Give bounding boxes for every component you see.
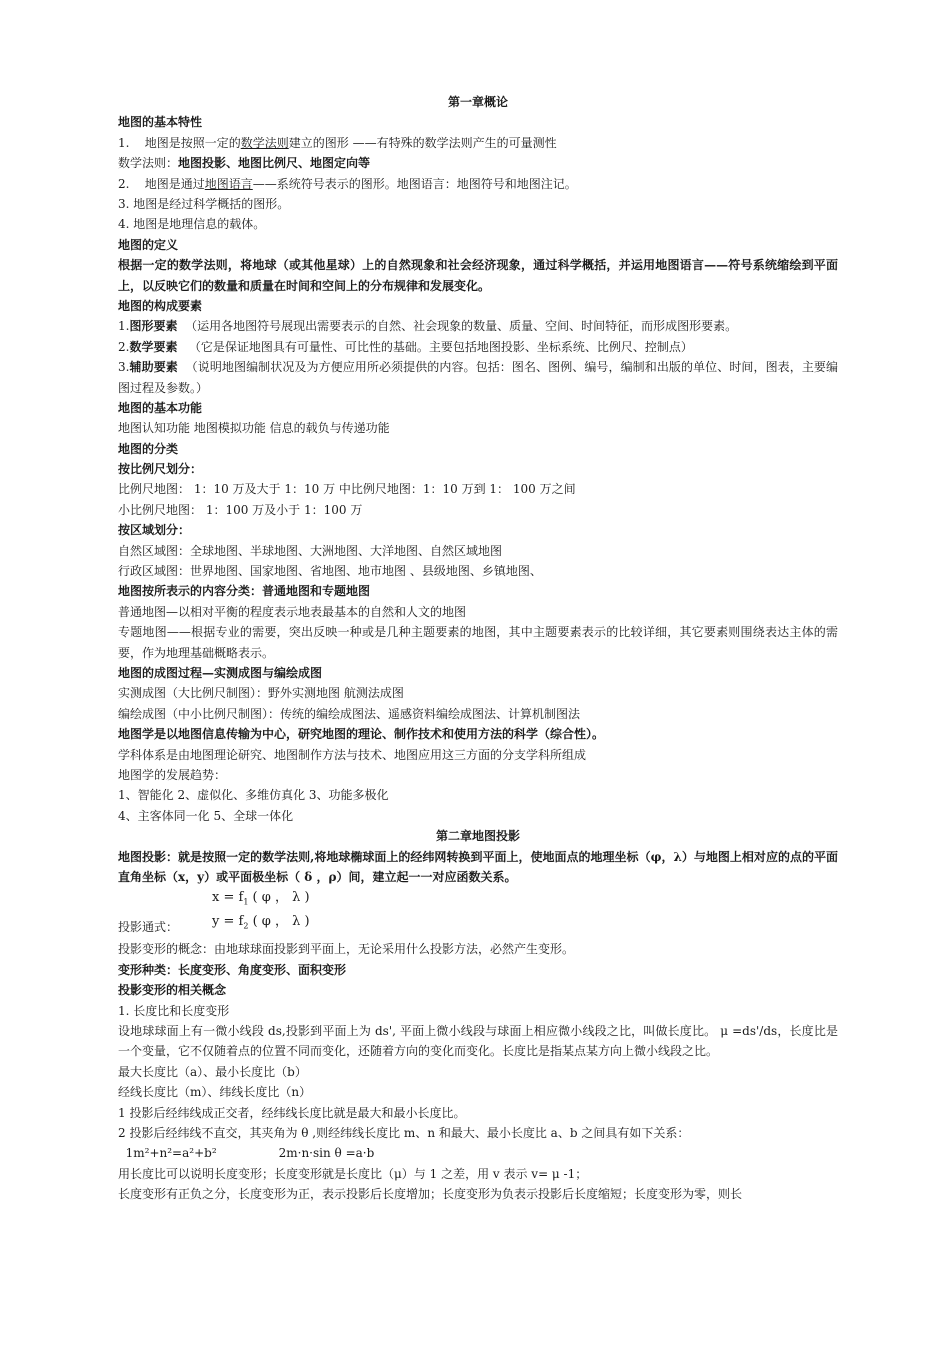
formula-y: y = f [212, 914, 244, 930]
formula-y-line [212, 911, 310, 938]
length-ratio-text: 设地球球面上有一微小线段 ds,投影到平面上为 ds', 平面上微小线段与球面上相应微小线段之比，叫做长度比。 μ =ds'/ds，长度比是一个变量，它不仅随着点的位置不同而变化，还随着方向的变化而变化。长度比是指某点某方向上微小线段之比。 [118, 1023, 838, 1059]
meridian-parallel-ratio: 经线长度比（m）、纬线长度比（n） [118, 1085, 312, 1100]
formula-label: 投影通式： [118, 920, 179, 935]
feature-2-number: 2. [118, 176, 130, 191]
feature-3: 3. 地图是经过科学概括的图形。 [118, 196, 290, 211]
chapter-2-title: 第二章地图投影 [435, 829, 520, 844]
component-2-desc: （它是保证地图具有可量性、可比性的基础。主要包括地图投影、坐标系统、比例尺、控制点） [188, 339, 693, 354]
equation-2: 2m·n·sin θ =a·b [278, 1146, 375, 1161]
survey-mapping-text: 实测成图（大比例尺制图）：野外实测地图 航测法成图 [118, 686, 404, 701]
heading-trends: 地图学的发展趋势： [118, 767, 227, 782]
formula-y-args: ( φ ， λ ) [252, 914, 310, 930]
feature-1 [118, 133, 838, 153]
feature-1-number: 1. [118, 135, 130, 150]
trends-line-1: 1、智能化 2、虚似化、多维仿真化 3、功能多极化 [118, 788, 389, 803]
equation-1: 1m²+n²=a²+b² [125, 1146, 217, 1161]
feature-2-text-b: ——系统符号表示的图形。地图语言：地图符号和地图注记。 [252, 176, 577, 191]
feature-4: 4. 地图是地理信息的载体。 [118, 217, 266, 232]
formula-x-line [212, 887, 310, 914]
compile-mapping-text: 编绘成图（中小比例尺制图）：传统的编绘成图法、遥感资料编绘成图法、计算机制图法 [118, 706, 581, 721]
thematic-map-text: 专题地图——根据专业的需要，突出反映一种或是几种主题要素的地图，其中主题要素表示的比较详细，其它要素则围绕表达主体的需要，作为地理基础概略表示。 [118, 625, 838, 660]
projection-definition: 地图投影：就是按照一定的数学法则,将地球椭球面上的经纬网转换到平面上，使地面点的地理坐标（φ，λ）与地图上相对应的点的平面直角坐标（x，y）或平面极坐标（ δ ，ρ）间，建立起一一对应函数关系。 [118, 849, 838, 884]
deformation-types: 变形种类：长度变形、角度变形、面积变形 [118, 962, 347, 977]
region-line-2: 行政区域图：世界地图、国家地图、省地图、地市地图 、县级地图、乡镇地图、 [118, 564, 542, 579]
component-1 [118, 316, 838, 336]
length-deformation-sign: 长度变形有正负之分，长度变形为正，表示投影后长度增加；长度变形为负表示投影后长度缩短；长度变形为零，则长 [118, 1187, 743, 1202]
feature-1-text-a: 地图是按照一定的 [144, 135, 241, 150]
cartography-definition: 地图学是以地图信息传输为中心，研究地图的理论、制作技术和使用方法的科学（综合性）。 [118, 727, 605, 742]
heading-deformation-concepts: 投影变形的相关概念 [118, 983, 227, 998]
component-3 [118, 357, 838, 398]
formula-x-args: ( φ ， λ ) [252, 890, 310, 906]
formula-x: x = f [212, 890, 244, 906]
projection-formula [118, 887, 838, 939]
heading-length-ratio: 1. 长度比和长度变形 [118, 1003, 230, 1018]
general-map-text: 普通地图—以相对平衡的程度表示地表最基本的自然和人文的地图 [118, 604, 467, 619]
non-orthogonal-rule: 2 投影后经纬线不直交，其夹角为 θ ,则经纬线长度比 m、n 和最大、最小长度比 a、b 之间具有如下关系： [118, 1125, 690, 1140]
length-deformation-definition: 用长度比可以说明长度变形；长度变形就是长度比（μ）与 1 之差，用 v 表示 v= μ -1； [118, 1166, 588, 1181]
heading-by-region: 按区域划分： [118, 523, 191, 538]
heading-map-functions: 地图的基本功能 [118, 400, 203, 415]
formula-y-subscript: 2 [243, 921, 249, 931]
map-functions-text: 地图认知功能 地图模拟功能 信息的载负与传递功能 [118, 421, 390, 436]
scale-line-1: 比例尺地图： 1：10 万及大于 1：10 万 中比例尺地图：1：10 万到 1： 100 万之间 [118, 482, 576, 497]
component-2-name: 数学要素 [129, 339, 178, 354]
document-page [118, 92, 838, 1204]
chapter-1-title: 第一章概论 [447, 95, 508, 109]
deformation-concept: 投影变形的概念：由地球球面投影到平面上，无论采用什么投影方法，必然产生变形。 [118, 942, 575, 957]
component-1-name: 图形要素 [129, 319, 178, 334]
feature-1-underlined: 数学法则 [240, 135, 289, 150]
equations-line [118, 1143, 838, 1163]
heading-map-definition: 地图的定义 [118, 237, 179, 252]
heading-map-classification: 地图的分类 [118, 441, 179, 456]
component-3-number: 3. [118, 360, 130, 375]
math-rules-label: 数学法则： [118, 156, 179, 171]
feature-2-underlined: 地图语言 [204, 176, 253, 191]
component-3-name: 辅助要素 [129, 360, 178, 375]
math-rules-items: 地图投影、地图比例尺、地图定向等 [178, 156, 371, 171]
feature-2-text-a: 地图是通过 [144, 176, 205, 191]
component-1-desc: （运用各地图符号展现出需要表示的自然、社会现象的数量、质量、空间、时间特征，而形成图形要素。 [185, 319, 738, 334]
component-1-number: 1. [118, 319, 130, 334]
trends-line-2: 4、主客体同一化 5、全球一体化 [118, 808, 294, 823]
math-rules-line [118, 153, 838, 173]
orthogonal-rule: 1 投影后经纬线成正交者，经纬线长度比就是最大和最小长度比。 [118, 1105, 466, 1120]
heading-map-features: 地图的基本特性 [118, 115, 203, 130]
heading-by-content: 地图按所表示的内容分类：普通地图和专题地图 [118, 584, 371, 599]
heading-by-scale: 按比例尺划分： [118, 462, 203, 477]
heading-map-process: 地图的成图过程—实测成图与编绘成图 [118, 666, 323, 681]
component-2-number: 2. [118, 339, 130, 354]
max-min-ratio: 最大长度比（a）、最小长度比（b） [118, 1064, 307, 1079]
scale-line-2: 小比例尺地图： 1：100 万及小于 1：100 万 [118, 502, 363, 517]
formula-x-subscript: 1 [243, 897, 249, 907]
component-2 [118, 337, 838, 357]
discipline-system-text: 学科体系是由地图理论研究、地图制作方法与技术、地图应用这三方面的分支学科所组成 [118, 747, 587, 762]
region-line-1: 自然区域图：全球地图、半球地图、大洲地图、大洋地图、自然区域地图 [118, 543, 503, 558]
heading-map-components: 地图的构成要素 [118, 298, 203, 313]
map-definition-text: 根据一定的数学法则，将地球（或其他星球）上的自然现象和社会经济现象，通过科学概括，并运用地图语言——符号系统缩绘到平面上，以反映它们的数量和质量在时间和空间上的分布规律和发展变化。 [118, 258, 838, 293]
feature-2 [118, 174, 838, 194]
component-3-desc: （说明地图编制状况及为方便应用所必须提供的内容。包括：图名、图例、编号，编制和出版的单位、时间，图表，主要编图过程及参数。） [118, 360, 838, 395]
feature-1-text-b: 建立的图形 ——有特殊的数学法则产生的可量测性 [288, 135, 557, 150]
